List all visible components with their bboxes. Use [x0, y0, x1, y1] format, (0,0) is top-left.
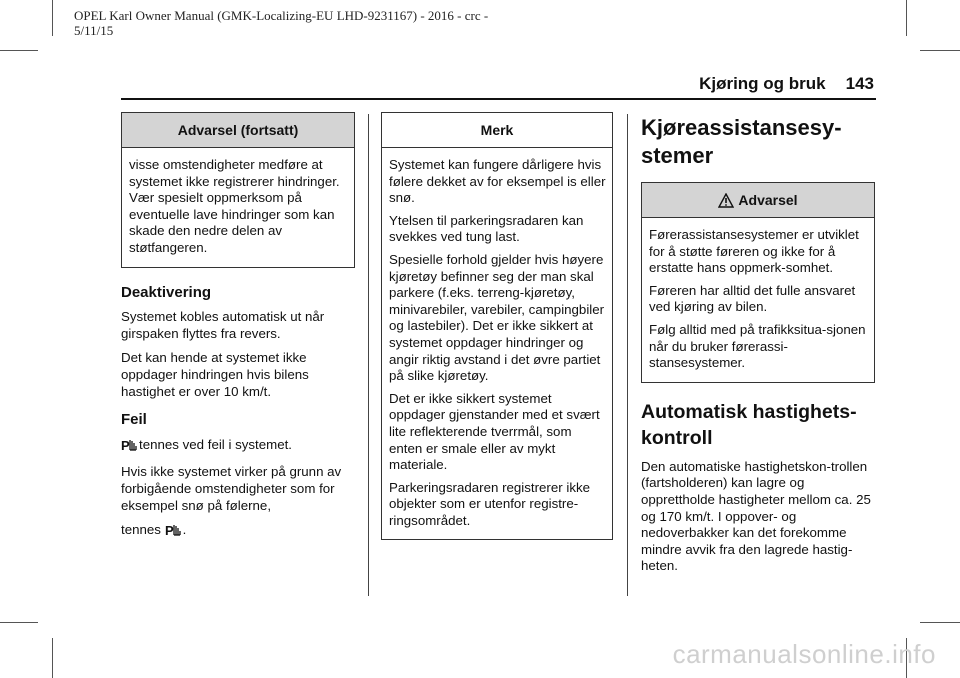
- fault-lit-text: tennes: [121, 522, 161, 538]
- section-title: Kjøring og bruk: [699, 74, 826, 93]
- paragraph-fault-lit: [121, 522, 355, 542]
- running-head: [699, 74, 874, 94]
- paragraph: Systemet kobles automatisk ut når girspaken flyttes fra revers.: [121, 309, 325, 341]
- note-paragraph: Parkeringsradaren registrerer ikke objekter som er utenfor registre-ringsområdet.: [389, 479, 591, 528]
- crop-mark: [920, 50, 960, 51]
- heading-cruise-control: Automatisk hastighets-kontroll: [641, 400, 857, 449]
- warning-paragraph: Førerassistansesystemer er utviklet for å støtte føreren og ikke for å erstatte hans oppmerk-somhet.: [649, 227, 859, 276]
- print-metadata: [74, 8, 488, 38]
- print-metadata-line: OPEL Karl Owner Manual (GMK-Localizing-EU LHD-9231167) - 2016 - crc -: [74, 8, 489, 23]
- note-paragraph: Ytelsen til parkeringsradaren kan svekkes ved tung last.: [389, 212, 584, 245]
- paragraph: Det kan hende at systemet ikke oppdager hindringen hvis bilens hastighet er over 10 km/t.: [121, 350, 309, 399]
- parking-sensor-icon: [165, 523, 181, 542]
- column-middle: [381, 112, 613, 540]
- warning-paragraph: Følg alltid med på trafikksitua-sjonen når du bruker førerassi-stansesystemer.: [649, 321, 866, 371]
- warning-continued-box: [121, 112, 355, 268]
- fault-lit-end: .: [182, 522, 187, 538]
- warning-box: [641, 182, 875, 383]
- note-paragraph: Systemet kan fungere dårligere hvis følere dekket av for eksempel is eller snø.: [389, 157, 606, 206]
- crop-mark: [0, 50, 38, 51]
- paragraph-fault: [121, 437, 355, 457]
- svg-text:P: P: [121, 437, 130, 452]
- paragraph: Den automatiske hastighetskon-trollen (fartsholderen) kan lagre og opprettholde hastigheter mellom ca. 25 og 170 km/t. I oppover- og nedoverbakker kan det forekomme mindre avvik fra den lagrede hastig-heten.: [641, 458, 871, 574]
- fault-text: tennes ved feil i systemet.: [139, 436, 292, 452]
- column-divider: [627, 114, 628, 596]
- note-paragraph: Spesielle forhold gjelder hvis høyere kjøretøy befinner seg der man skal parkere (f.eks. terreng-kjøretøy, minivarebiler, varebiler, campingbiler og lastebiler). Det er ikke sikkert at systemet oppdager hindringer og angir riktig avstand i det øvre partiet på slike kjøretøy.: [389, 251, 605, 384]
- crop-mark: [0, 622, 38, 623]
- watermark: carmanualsonline.info: [672, 639, 936, 669]
- page-number: 143: [845, 74, 874, 93]
- heading-deaktivering: Deaktivering: [121, 283, 212, 301]
- warning-continued-title: Advarsel (fortsatt): [122, 113, 354, 148]
- warning-icon: [718, 186, 734, 220]
- header-rule: [121, 98, 876, 100]
- column-right: [641, 112, 875, 583]
- parking-sensor-icon: [121, 438, 137, 457]
- warning-continued-body: [122, 148, 354, 267]
- note-paragraph: Det er ikke sikkert systemet oppdager gjenstander med et svært lite reflekterende tverrmål, som enten er smale eller av mykt materiale.: [389, 390, 600, 473]
- crop-mark: [52, 638, 53, 678]
- svg-text:P: P: [164, 523, 174, 538]
- note-body: [382, 148, 612, 539]
- heading-feil: Feil: [121, 411, 147, 429]
- note-title: Merk: [382, 113, 612, 148]
- print-metadata-date: 5/11/15: [74, 23, 114, 38]
- crop-mark: [920, 622, 960, 623]
- note-box: [381, 112, 613, 540]
- warning-paragraph: Føreren har alltid det fulle ansvaret ved kjøring av bilen.: [649, 282, 856, 315]
- column-divider: [368, 114, 369, 596]
- warning-title: Advarsel: [738, 192, 798, 208]
- crop-mark: [52, 0, 53, 36]
- crop-mark: [906, 0, 907, 36]
- warning-body: [642, 218, 874, 382]
- column-left: [121, 112, 355, 550]
- heading-driver-assistance: Kjøreassistansesy-stemer: [641, 115, 842, 168]
- paragraph: Hvis ikke systemet virker på grunn av forbigående omstendigheter som for eksempel snø på følerne,: [121, 464, 342, 513]
- warning-title-row: [642, 183, 874, 218]
- warning-continued-text: visse omstendigheter medføre at systemet ikke registrerer hindringer. Vær spesielt oppmerksom på eventuelle lave hindringer som kan skade den nedre delen av støtfangeren.: [129, 157, 340, 255]
